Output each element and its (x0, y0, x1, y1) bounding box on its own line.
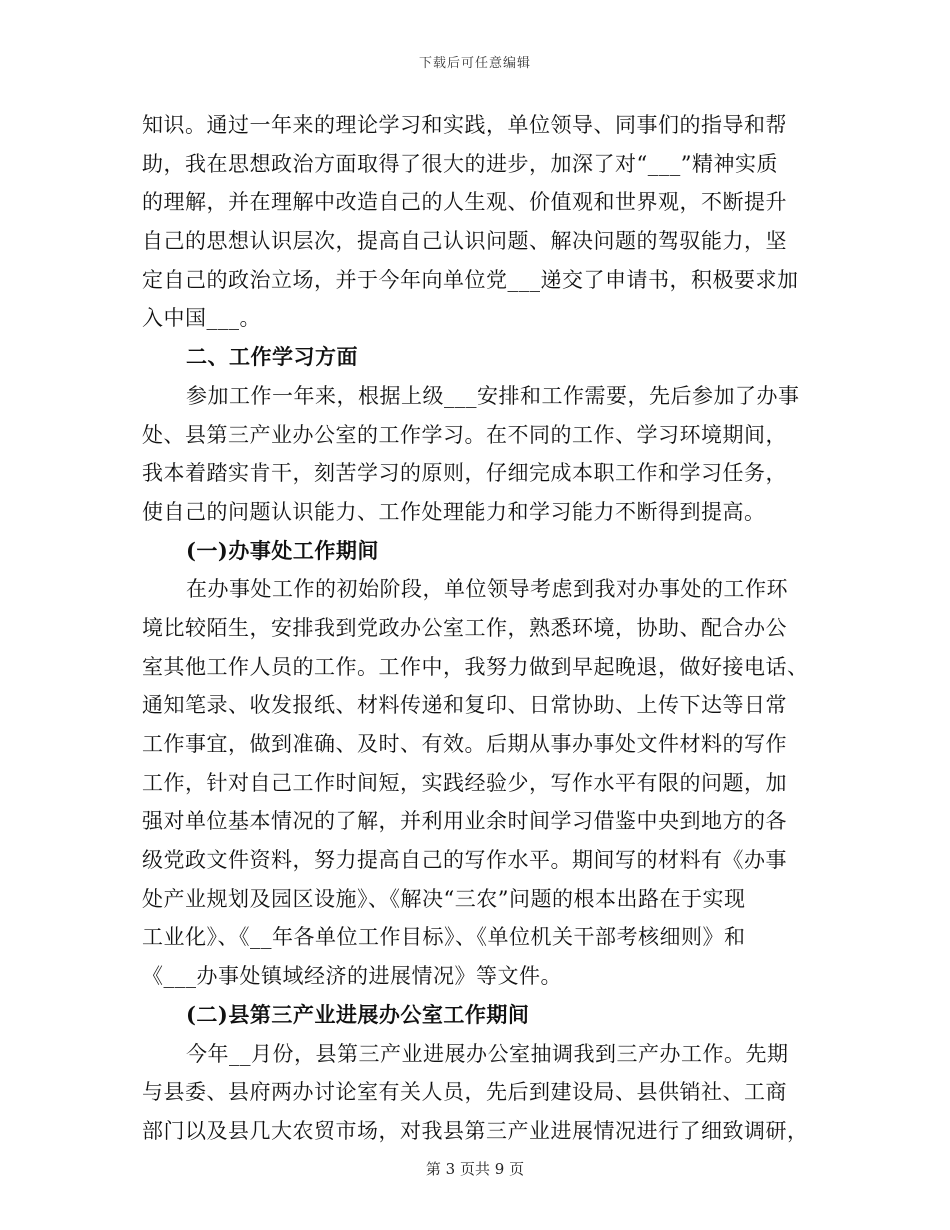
body-line: 《___办事处镇域经济的进展情况》等文件。 (142, 964, 562, 989)
section-heading-work-study: 二、工作学习方面 (186, 344, 358, 370)
body-line: 部门以及县几大农贸市场，对我县第三产业进展情况进行了细致调研， (142, 1118, 809, 1143)
body-line: 知识。通过一年来的理论学习和实践，单位领导、同事们的指导和帮 (142, 113, 787, 137)
subsection-heading-tertiary-office: (二)县第三产业进展办公室工作期间 (186, 1001, 530, 1027)
body-line: 使自己的问题认识能力、工作处理能力和学习能力不断得到提高。 (142, 499, 766, 524)
body-line: 参加工作一年来，根据上级___安排和工作需要，先后参加了办事 (186, 383, 800, 408)
page-number: 第 3 页共 9 页 (425, 1160, 525, 1178)
body-line: 定自己的政治立场，并于今年向单位党___递交了申请书，积极要求加 (142, 267, 799, 292)
body-line: 工作，针对自己工作时间短，实践经验少，写作水平有限的问题，加 (142, 770, 787, 795)
body-line: 自己的思想认识层次，提高自己认识问题、解决问题的驾驭能力，坚 (142, 229, 787, 254)
body-line: 室其他工作人员的工作。工作中，我努力做到早起晚退，做好接电话、 (142, 654, 809, 679)
body-line: 我本着踏实肯干，刻苦学习的原则，仔细完成本职工作和学习任务， (142, 461, 787, 486)
body-line: 工业化》、《__年各单位工作目标》、《单位机关干部考核细则》和 (142, 925, 746, 950)
body-line: 级党政文件资料，努力提高自己的写作水平。期间写的材料有《办事 (142, 848, 787, 873)
body-line: 在办事处工作的初始阶段，单位领导考虑到我对办事处的工作环 (186, 577, 788, 602)
body-line: 境比较陌生，安排我到党政办公室工作，熟悉环境，协助、配合办公 (142, 615, 787, 640)
document-body (142, 106, 812, 1151)
subsection-heading-office: (一)办事处工作期间 (186, 537, 379, 563)
body-line: 今年__月份，县第三产业进展办公室抽调我到三产办工作。先期 (186, 1041, 789, 1066)
body-line: 的理解，并在理解中改造自己的人生观、价值观和世界观，不断提升 (142, 190, 787, 215)
body-line: 工作事宜，做到准确、及时、有效。后期从事办事处文件材料的写作 (142, 732, 787, 756)
body-line: 处、县第三产业办公室的工作学习。在不同的工作、学习环境期间， (142, 422, 787, 447)
page-header-note: 下载后可任意编辑 (418, 56, 531, 71)
body-line: 入中国___。 (142, 306, 261, 331)
body-line: 处产业规划及园区设施》、《解决“三农”问题的根本出路在于实现 (142, 886, 746, 911)
body-line: 与县委、县府两办讨论室有关人员，先后到建设局、县供销社、工商 (142, 1080, 787, 1105)
body-line: 助，我在思想政治方面取得了很大的进步，加深了对“___”精神实质 (142, 151, 778, 176)
body-line: 通知笔录、收发报纸、材料传递和复印、日常协助、上传下达等日常 (142, 693, 787, 718)
body-line: 强对单位基本情况的了解，并利用业余时间学习借鉴中央到地方的各 (142, 809, 787, 834)
